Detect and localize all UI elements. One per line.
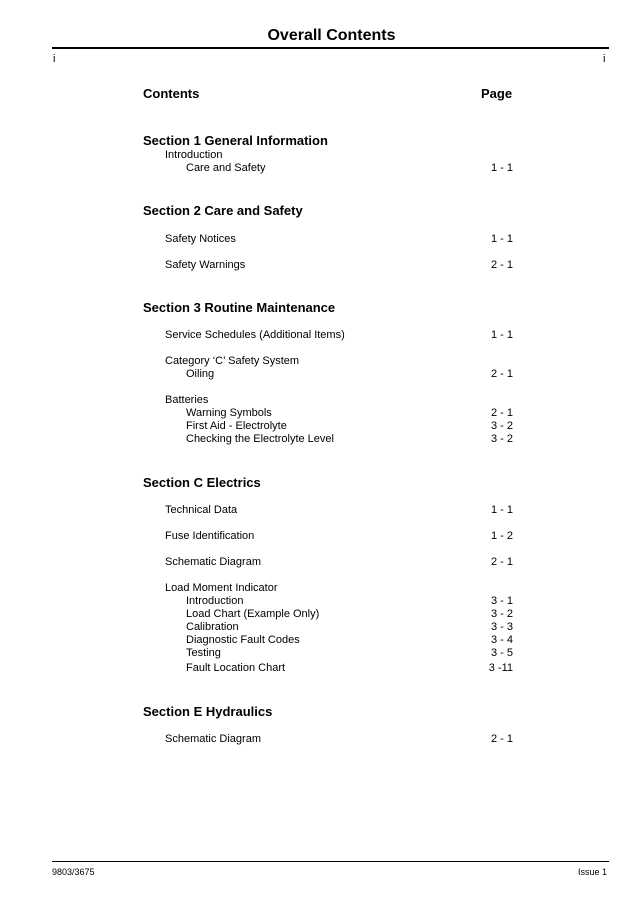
toc-page-number: 3 - 2 (490, 608, 513, 620)
section-heading: Section 3 Routine Maintenance (143, 300, 336, 315)
toc-page-number: 3 -11 (488, 662, 513, 674)
toc-subentry[interactable]: Checking the Electrolyte Level (186, 433, 334, 445)
toc-page-number: 1 - 1 (490, 162, 513, 174)
toc-page-number: 2 - 1 (490, 733, 513, 745)
page-column-header: Page (481, 86, 513, 101)
toc-page-number: 1 - 2 (490, 530, 513, 542)
toc-entry[interactable]: Fuse Identification (165, 530, 255, 542)
toc-subentry[interactable]: Fault Location Chart (186, 662, 286, 674)
toc-page-number: 1 - 1 (490, 233, 513, 245)
section-heading: Section 1 General Information (143, 133, 328, 148)
section-heading: Section C Electrics (143, 475, 261, 490)
toc-page-number: 3 - 4 (490, 634, 513, 646)
toc-page-number: 3 - 3 (490, 621, 513, 633)
toc-subentry[interactable]: Calibration (186, 621, 239, 633)
toc-page-number: 3 - 1 (490, 595, 513, 607)
toc-subentry[interactable]: Introduction (186, 595, 244, 607)
toc-entry[interactable]: Category ‘C’ Safety System (165, 355, 300, 367)
toc-subentry[interactable]: Load Chart (Example Only) (186, 608, 320, 620)
issue-label: Issue 1 (577, 867, 607, 877)
toc-entry[interactable]: Safety Notices (165, 233, 236, 245)
toc-subentry[interactable]: Oiling (186, 368, 215, 380)
toc-entry[interactable]: Introduction (165, 149, 223, 161)
toc-subentry[interactable]: Warning Symbols (186, 407, 272, 419)
toc-page-number: 2 - 1 (490, 259, 513, 271)
page-title: Overall Contents (267, 27, 396, 44)
toc-page-number: 1 - 1 (490, 504, 513, 516)
toc-entry[interactable]: Batteries (165, 394, 209, 406)
toc-subentry[interactable]: Testing (186, 647, 221, 659)
contents-column-header: Contents (143, 86, 200, 101)
toc-page-number: 3 - 2 (490, 420, 513, 432)
toc-subentry[interactable]: Care and Safety (186, 162, 266, 174)
toc-subentry[interactable]: First Aid - Electrolyte (186, 420, 287, 432)
toc-entry[interactable]: Load Moment Indicator (165, 582, 278, 594)
toc-entry[interactable]: Schematic Diagram (165, 556, 261, 568)
page-number-left: i (53, 53, 56, 65)
toc-page-number: 2 - 1 (490, 368, 513, 380)
toc-entry[interactable]: Technical Data (165, 504, 238, 516)
toc-entry[interactable]: Safety Warnings (165, 259, 246, 271)
toc-entry[interactable]: Schematic Diagram (165, 733, 261, 745)
document-number: 9803/3675 (52, 867, 95, 877)
toc-page-number: 2 - 1 (490, 407, 513, 419)
section-heading: Section 2 Care and Safety (143, 203, 303, 218)
page-number-right: i (603, 53, 606, 65)
toc-page-number: 3 - 5 (490, 647, 513, 659)
toc-page-number: 2 - 1 (490, 556, 513, 568)
toc-page-number: 1 - 1 (490, 329, 513, 341)
section-heading: Section E Hydraulics (143, 704, 273, 719)
toc-subentry[interactable]: Diagnostic Fault Codes (186, 634, 300, 646)
toc-entry[interactable]: Service Schedules (Additional Items) (165, 329, 345, 341)
toc-page-number: 3 - 2 (490, 433, 513, 445)
header-rule (52, 47, 609, 49)
footer-rule (52, 861, 609, 862)
